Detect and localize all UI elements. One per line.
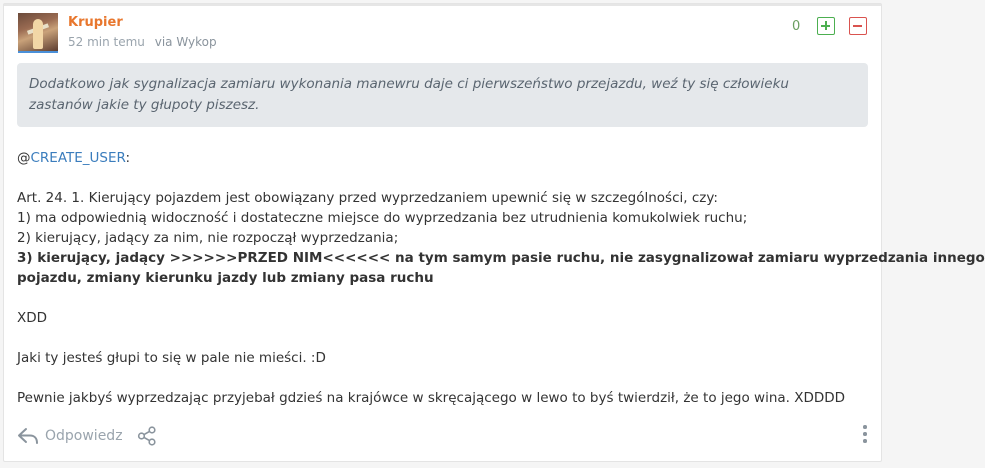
reply-icon[interactable] [17,427,39,445]
avatar[interactable] [18,13,58,53]
comment-body [17,148,985,408]
reply-button[interactable]: Odpowiedz [45,428,123,444]
upvote-button[interactable] [817,17,835,35]
body-line-bold: pojazdu, zmiany kierunku jazdy lub zmiany pasa ruchu [17,270,434,286]
quoted-text: Dodatkowo jak sygnalizacja zamiaru wykonania manewru daje ci pierwszeństwo przejazdu, weź ty się człowieku zastanów jakie ty głupoty piszesz. [17,63,868,127]
more-options-icon[interactable] [862,425,868,443]
comment-card [3,3,985,462]
body-line: 2) kierujący, jadący za nim, nie rozpoczął wyprzedzania; [17,230,399,246]
body-line: Jaki ty jesteś głupi to się w pale nie mieści. :D [17,350,326,366]
share-icon[interactable] [137,426,157,446]
body-line: Pewnie jakbyś wyprzedzając przyjebał gdzieś na krajówce w skręcającego w lewo to byś twierdził, że to jego wina. XDDDD [17,390,846,406]
minus-icon [853,25,862,27]
timestamp[interactable]: 52 min temu [68,35,145,49]
body-line: XDD [17,310,48,326]
vote-count: 0 [792,19,801,34]
downvote-button[interactable] [849,17,867,35]
via-source[interactable]: via Wykop [154,35,217,49]
author-name[interactable]: Krupier [68,15,123,30]
mention-link[interactable]: CREATE_USER [30,150,126,166]
comment-actions [17,424,157,448]
comment-meta [68,35,217,49]
body-line: 1) ma odpowiednią widoczność i dostateczne miejsce do wyprzedzania bez utrudnienia komukolwiek ruchu; [17,210,748,226]
mention-line: @CREATE_USER: [17,150,131,166]
body-line: Art. 24. 1. Kierujący pojazdem jest obowiązany przed wyprzedzaniem upewnić się w szczególności, czy: [17,190,718,206]
top-divider [4,4,881,6]
body-line-bold: 3) kierujący, jadący >>>>>>PRZED NIM<<<<<< na tym samym pasie ruchu, nie zasygnalizował zamiaru wyprzedzania innego [17,250,985,266]
